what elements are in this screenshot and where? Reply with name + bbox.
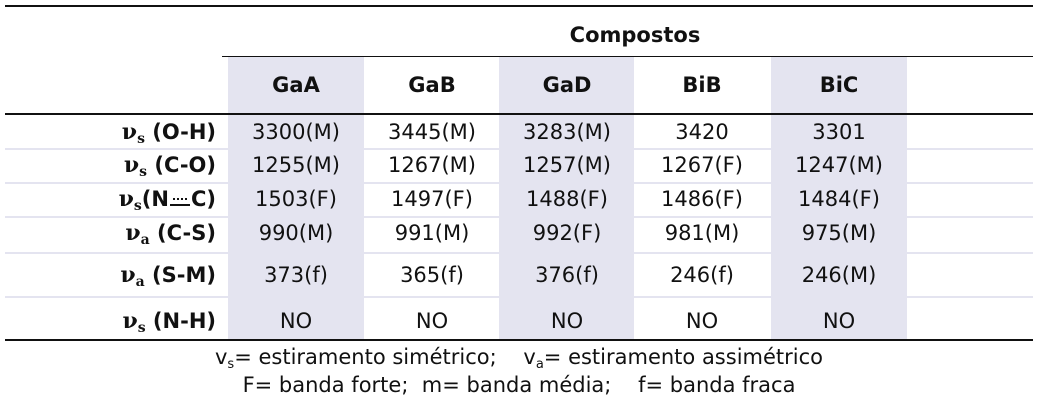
va-symbol: v <box>523 345 536 369</box>
row-label <box>20 308 216 337</box>
row-label-text: (O-H) <box>144 120 216 144</box>
table-cell: 246(f) <box>670 263 734 287</box>
table-cell: 3300(M) <box>252 120 340 144</box>
table-cell: 991(M) <box>394 221 470 245</box>
row-label <box>20 152 216 181</box>
column-header-gab: GaB <box>408 73 456 97</box>
column-header-gad: GaD <box>542 73 592 97</box>
footnote-line-1 <box>0 344 1038 374</box>
table-cell: 376(f) <box>535 263 599 287</box>
table-cell: 1255(M) <box>252 153 340 177</box>
table-cell: 365(f) <box>400 263 464 287</box>
table-cell: 246(M) <box>801 263 877 287</box>
row-separator <box>5 252 1033 254</box>
va-definition: = estiramento assimétrico <box>543 345 824 369</box>
row-label <box>20 262 216 291</box>
row-label-text-pre: (N <box>141 187 169 211</box>
mode-subscript: s <box>137 131 145 147</box>
footnote-line-2 <box>0 372 1038 398</box>
table-cell: 3420 <box>675 120 729 144</box>
row-label-text: (C-O) <box>147 153 216 177</box>
medium-band-definition: m= banda média; <box>421 373 612 397</box>
row-label <box>20 220 216 249</box>
mode-subscript: s <box>133 198 142 214</box>
table-cell: 1267(F) <box>661 153 743 177</box>
table-cell: 975(M) <box>801 221 877 245</box>
nu-symbol: ν <box>122 308 138 334</box>
row-label-text: (C-S) <box>149 221 216 245</box>
row-label <box>20 186 216 215</box>
table-cell: NO <box>279 309 313 333</box>
table-cell: 992(F) <box>532 221 602 245</box>
weak-band-definition: f= banda fraca <box>638 373 796 397</box>
column-header-gaa: GaA <box>272 73 320 97</box>
row-separator <box>5 216 1033 218</box>
row-separator <box>5 182 1033 184</box>
table-cell: NO <box>685 309 719 333</box>
row-separator <box>5 296 1033 298</box>
table-cell: NO <box>550 309 584 333</box>
nu-symbol: ν <box>118 186 134 212</box>
row-separator <box>5 148 1033 150</box>
table-cell: NO <box>415 309 449 333</box>
table-cell: 1488(F) <box>526 187 608 211</box>
header-bottom-rule <box>5 113 1033 115</box>
vs-definition: = estiramento simétrico; <box>234 345 497 369</box>
top-rule <box>5 5 1033 7</box>
va-subscript: a <box>535 357 544 372</box>
mode-subscript: a <box>135 274 145 290</box>
table-cell: 1267(M) <box>388 153 476 177</box>
table-cell: 3283(M) <box>523 120 611 144</box>
nu-symbol: ν <box>123 152 140 178</box>
row-label-text: (S-M) <box>144 263 216 287</box>
table-cell: 1247(M) <box>795 153 883 177</box>
column-header-bic: BiC <box>819 73 859 97</box>
table-cell: NO <box>822 309 856 333</box>
table-cell: 1486(F) <box>661 187 743 211</box>
table-cell: 981(M) <box>664 221 740 245</box>
table-cell: 1497(F) <box>391 187 473 211</box>
nu-symbol: ν <box>125 220 141 246</box>
row-label-text: (N-H) <box>145 309 216 333</box>
vs-subscript: s <box>227 357 235 372</box>
partial-double-bond-icon <box>170 194 190 206</box>
strong-band-definition: F= banda forte; <box>242 373 409 397</box>
table-cell: 1257(M) <box>523 153 611 177</box>
nu-symbol: ν <box>121 119 138 145</box>
row-label-text-post: C) <box>190 187 216 211</box>
table-cell: 1503(F) <box>255 187 337 211</box>
nu-symbol: ν <box>120 262 136 288</box>
mode-subscript: s <box>137 320 146 336</box>
table-cell: 3301 <box>812 120 866 144</box>
row-label <box>20 119 216 148</box>
group-header: Compostos <box>569 23 701 47</box>
mode-subscript: s <box>139 164 148 180</box>
table-cell: 373(f) <box>264 263 328 287</box>
table-cell: 1484(F) <box>798 187 880 211</box>
mode-subscript: a <box>140 232 150 248</box>
group-header-rule <box>222 56 1033 57</box>
column-header-bib: BiB <box>682 73 722 97</box>
vs-symbol: v <box>214 345 228 369</box>
table-cell: 3445(M) <box>388 120 476 144</box>
table-cell: 990(M) <box>258 221 334 245</box>
bottom-rule <box>5 339 1033 341</box>
